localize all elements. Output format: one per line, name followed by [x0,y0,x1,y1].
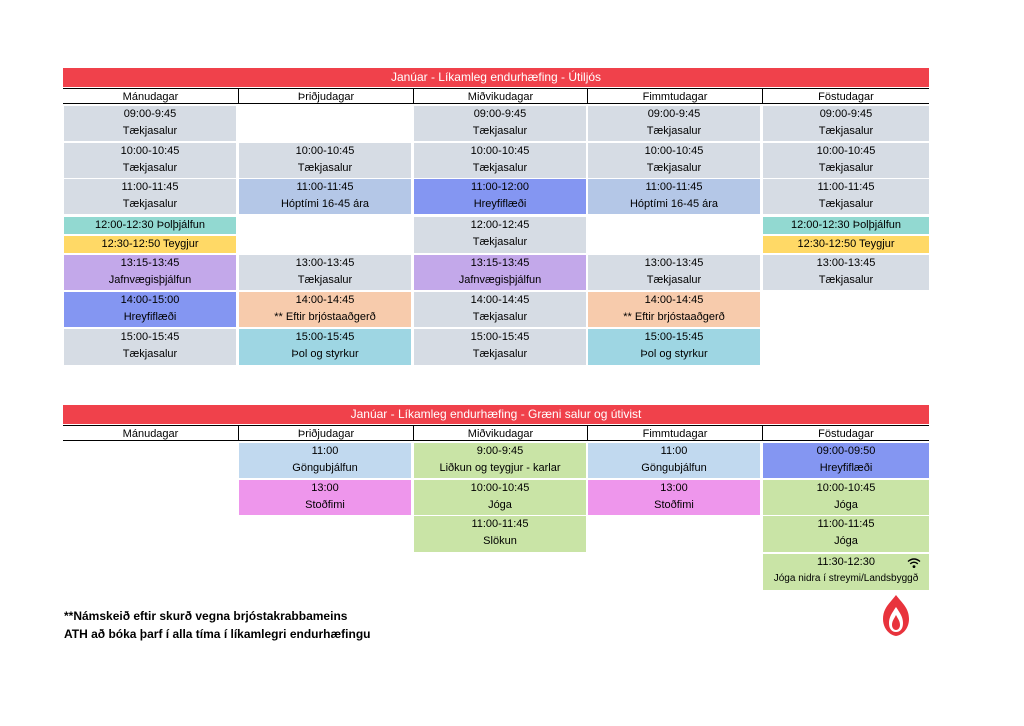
table1-session: 13:00-13:45 Tækjasalur [763,255,929,290]
table1-session: 15:00-15:45 Þol og styrkur [239,329,411,365]
table1-header-wednesday: Miðvikudagar [413,88,587,104]
table2-header-monday: Mánudagar [63,425,238,441]
table2-session: 11:00 Göngubjálfun [588,443,760,478]
table1-session: 11:00-11:45 Hóptími 16-45 ára [239,179,411,214]
table2-header-thursday: Fimmtudagar [587,425,762,441]
table1-session: 09:00-9:45 Tækjasalur [588,106,760,141]
table2-session: 13:00 Stoðfimi [239,480,411,515]
table1-session: 10:00-10:45 Tækjasalur [588,143,760,178]
table2-session-stream: 11:30-12:30 Jóga nidra í streymi/Landsbyggð [763,554,929,590]
table1-header-friday: Föstudagar [762,88,929,104]
table1-session: 13:00-13:45 Tækjasalur [588,255,760,290]
table1-session: 09:00-9:45 Tækjasalur [64,106,236,141]
table1-session: 14:00-14:45 ** Eftir brjóstaaðgerð [588,292,760,327]
table2-session: 10:00-10:45 Jóga [763,480,929,515]
table1-session: 12:00-12:30 Þolþjálfun [763,217,929,234]
table2-header-wednesday: Miðvikudagar [413,425,587,441]
table2-header-tuesday: Þriðjudagar [238,425,413,441]
table1-session: 11:00-11:45 Tækjasalur [64,179,236,214]
table1-session: 11:00-11:45 Tækjasalur [763,179,929,214]
table1-session: 12:00-12:45 Tækjasalur [414,217,586,253]
table1-session: 11:00-11:45 Hóptími 16-45 ára [588,179,760,214]
wifi-icon [907,557,921,569]
table1-session: 15:00-15:45 Tækjasalur [414,329,586,365]
table1-session: 09:00-9:45 Tækjasalur [763,106,929,141]
table1-session: 10:00-10:45 Tækjasalur [64,143,236,178]
table1-session: 12:30-12:50 Teygjur [763,236,929,253]
table1-session: 13:15-13:45 Jafnvægisþjálfun [414,255,586,290]
table1-header-thursday: Fimmtudagar [587,88,762,104]
table1-session: 12:00-12:30 Þolþjálfun [64,217,236,234]
table1-session: 10:00-10:45 Tækjasalur [239,143,411,178]
table2-header-friday: Föstudagar [762,425,929,441]
table1-session: 14:00-15:00 Hreyfiflæði [64,292,236,327]
table1-session: 13:15-13:45 Jafnvægisþjálfun [64,255,236,290]
table1-header-monday: Mánudagar [63,88,238,104]
table1-session: 14:00-14:45 Tækjasalur [414,292,586,327]
booking-note: ATH að bóka þarf í alla tíma í líkamlegri endurhæfingu [64,627,371,641]
table1-session: 11:00-12:00 Hreyfiflæði [414,179,586,214]
table1-session: 15:00-15:45 Þol og styrkur [588,329,760,365]
table2-session: 11:00-11:45 Jóga [763,516,929,552]
table2-session: 11:00 Göngubjálfun [239,443,411,478]
table1-session: 15:00-15:45 Tækjasalur [64,329,236,365]
table2-session: 11:00-11:45 Slökun [414,516,586,552]
table1-title: Janúar - Líkamleg endurhæfing - Útiljós [63,68,929,87]
table2-session: 13:00 Stoðfimi [588,480,760,515]
table1-session: 14:00-14:45 ** Eftir brjóstaaðgerð [239,292,411,327]
table2-session: 9:00-9:45 Liðkun og teygjur - karlar [414,443,586,478]
table1-header-tuesday: Þriðjudagar [238,88,413,104]
table1-session: 09:00-9:45 Tækjasalur [414,106,586,141]
table2-session: 09:00-09:50 Hreyfiflæði [763,443,929,478]
footnote: **Námskeið eftir skurð vegna brjóstakrabbameins [64,609,348,623]
table2-session: 10:00-10:45 Jóga [414,480,586,515]
flame-logo [876,594,916,638]
table1-session: 10:00-10:45 Tækjasalur [414,143,586,178]
table1-session: 13:00-13:45 Tækjasalur [239,255,411,290]
table2-title: Janúar - Líkamleg endurhæfing - Græni salur og útivist [63,405,929,424]
table1-session: 12:30-12:50 Teygjur [64,236,236,253]
table1-session: 10:00-10:45 Tækjasalur [763,143,929,178]
